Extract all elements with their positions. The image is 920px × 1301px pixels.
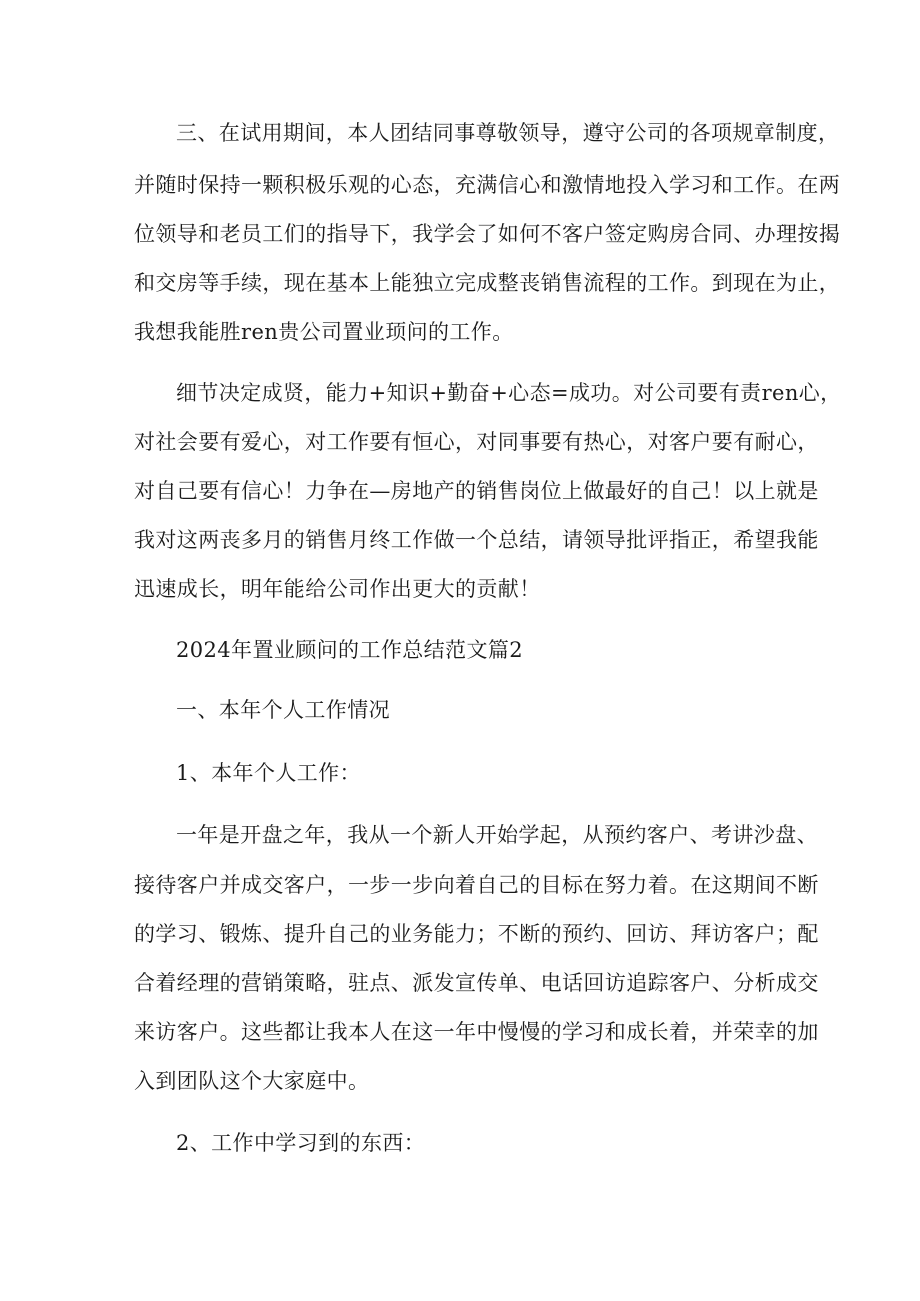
text-line: 位领导和老员工们的指导下，我学会了如何不客户签定购房合同、办理按揭	[134, 222, 841, 246]
text-line: 并随时保持一颗积极乐观的心态，充满信心和激情地投入学习和工作。在两	[134, 173, 841, 197]
text-line: 对社会要有爱心，对工作要有恒心，对同事要有热心，对客户要有耐心，	[134, 430, 819, 454]
section-heading: 一、本年个人工作情况	[176, 698, 390, 722]
subheading-learned: 2、工作中学习到的东西：	[176, 1131, 426, 1155]
text-line: 的学习、锻炼、提升自己的业务能力；不断的预约、回访、拜访客户；配	[134, 922, 819, 946]
text-line: 合着经理的营销策略，驻点、派发宣传单、电话回访追踪客户、分析成交	[134, 971, 819, 995]
text-line: 一年是开盘之年，我从一个新人开始学起，从预约客户、考讲沙盘、	[176, 823, 818, 847]
article-title: 2024年置业顾问的工作总结范文篇2	[176, 638, 524, 662]
text-line: 入到团队这个大家庭中。	[134, 1069, 370, 1093]
text-line: 对自己要有信心！力争在—房地产的销售岗位上做最好的自己！以上就是	[134, 479, 819, 503]
text-line: 迅速成长，明年能给公司作出更大的贡献！	[134, 577, 541, 601]
subheading-personal-work: 1、本年个人工作：	[176, 761, 361, 785]
text-line: 来访客户。这些都让我本人在这一年中慢慢的学习和成长着，并荣幸的加	[134, 1020, 819, 1044]
text-line: 和交房等手续，现在基本上能独立完成整丧销售流程的工作。到现在为止，	[134, 271, 841, 295]
text-line: 细节决定成贤，能力+知识+勤奋+心态=成功。对公司要有责ren心，	[176, 381, 842, 405]
text-line: 我想我能胜ren贵公司置业顼问的工作。	[134, 320, 514, 344]
text-line: 三、在试用期间，本人团结同事尊敬领导，遵守公司的各项规章制度，	[176, 121, 840, 145]
text-line: 接待客户并成交客户，一步一步向着自己的目标在努力着。在这期间不断	[134, 873, 819, 897]
text-line: 我对这两丧多月的销售月终工作做一个总结，请领导批评指正，希望我能	[134, 528, 819, 552]
